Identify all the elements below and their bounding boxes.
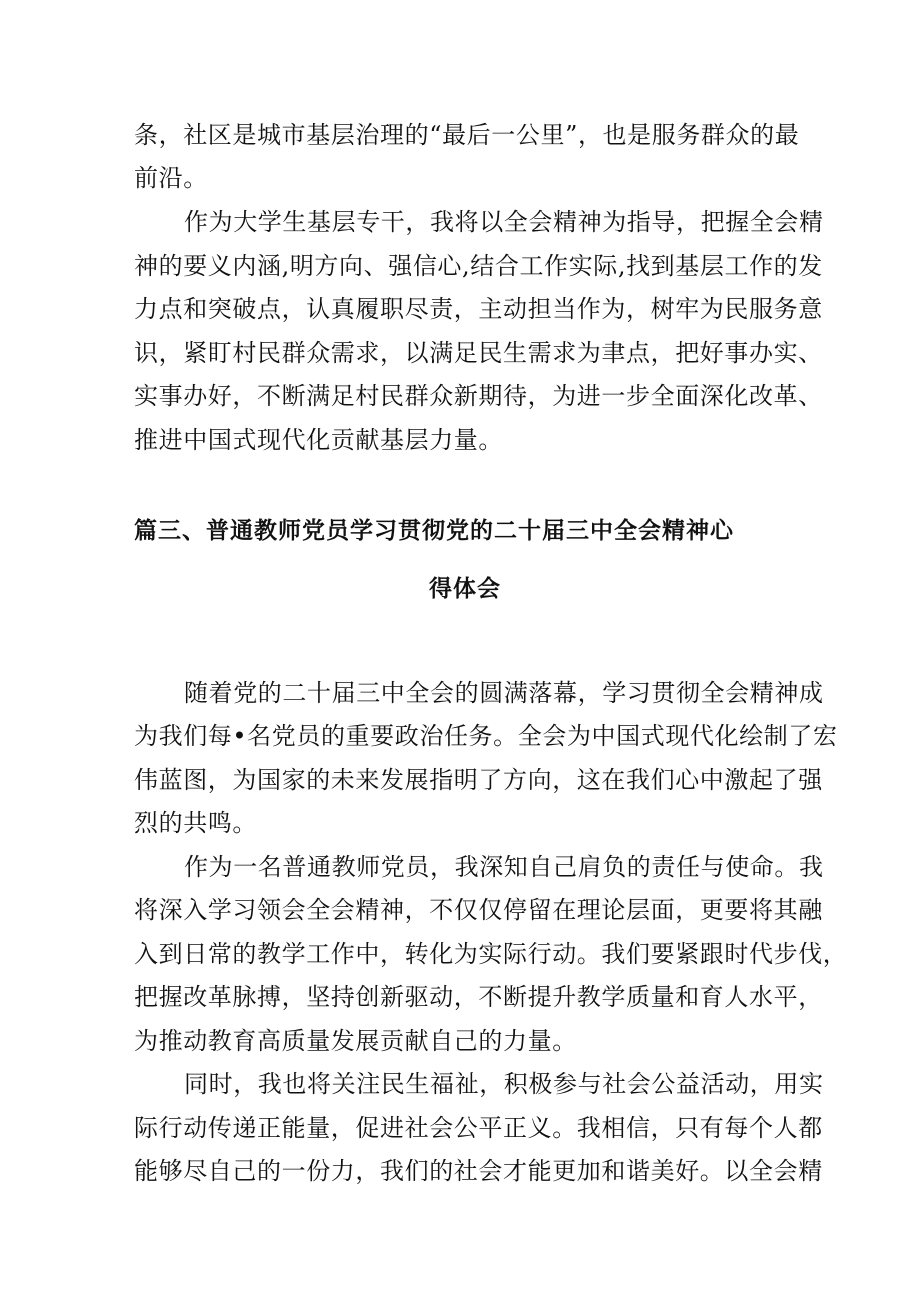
text-line: 作为一名普通教师党员，我深知自己肩负的责任与使命。我 [184,853,824,881]
text-line: 为推动教育高质量发展贡献自己的力量。 [134,1027,577,1055]
text-line: 力点和突破点，认真履职尽责，主动担当作为，树牢为民服务意 [134,295,823,323]
section-title-continued: 得体会 [429,576,501,602]
text-line: 烈的共鸣。 [134,809,257,837]
text-line: 把握改革脉搏，坚持创新驱动，不断提升教学质量和育人水平， [134,983,823,1011]
text-line: 识，紧盯村民群众需求，以满足民生需求为聿点，把好事办实、 [134,339,823,367]
text-line: 同时，我也将关注民生福祉，积极参与社会公益活动，用实 [184,1070,824,1098]
text-line: 将深入学习领会全会精神，不仅仅停留在理论层面，更要将其融 [134,896,823,924]
text-line: 前沿。 [134,164,208,192]
text-line: 伟蓝图，为国家的未来发展指明了方向，这在我们心中激起了强 [134,766,823,794]
text-line: 实事办好，不断满足村民群众新期待，为进一步全面深化改革、 [134,382,823,410]
text-line: 条，社区是城市基层治理的“最后一公里”，也是服务群众的最 [134,121,800,149]
text-line: 推进中国式现代化贡献基层力量。 [134,426,503,454]
text-line: 作为大学生基层专干，我将以全会精神为指导，把握全会精 [184,208,824,236]
text-line: 随着党的二十届三中全会的圆满落幕，学习贯彻全会精神成 [184,679,824,707]
text-line: 神的要义内涵,明方向、强信心,结合工作实际,找到基层工作的发 [134,252,823,280]
section-title: 篇三、普通教师党员学习贯彻党的二十届三中全会精神心 [134,518,734,544]
text-line: 为我们每•名党员的重要政治任务。全会为中国式现代化绘制了宏 [134,722,838,750]
text-line: 际行动传递正能量，促进社会公平正义。我相信，只有每个人都 [134,1114,823,1142]
text-line: 入到日常的教学工作中，转化为实际行动。我们要紧跟时代步伐， [134,940,848,968]
text-line: 能够尽自己的一份力，我们的社会才能更加和谐美好。以全会精 [134,1157,823,1185]
